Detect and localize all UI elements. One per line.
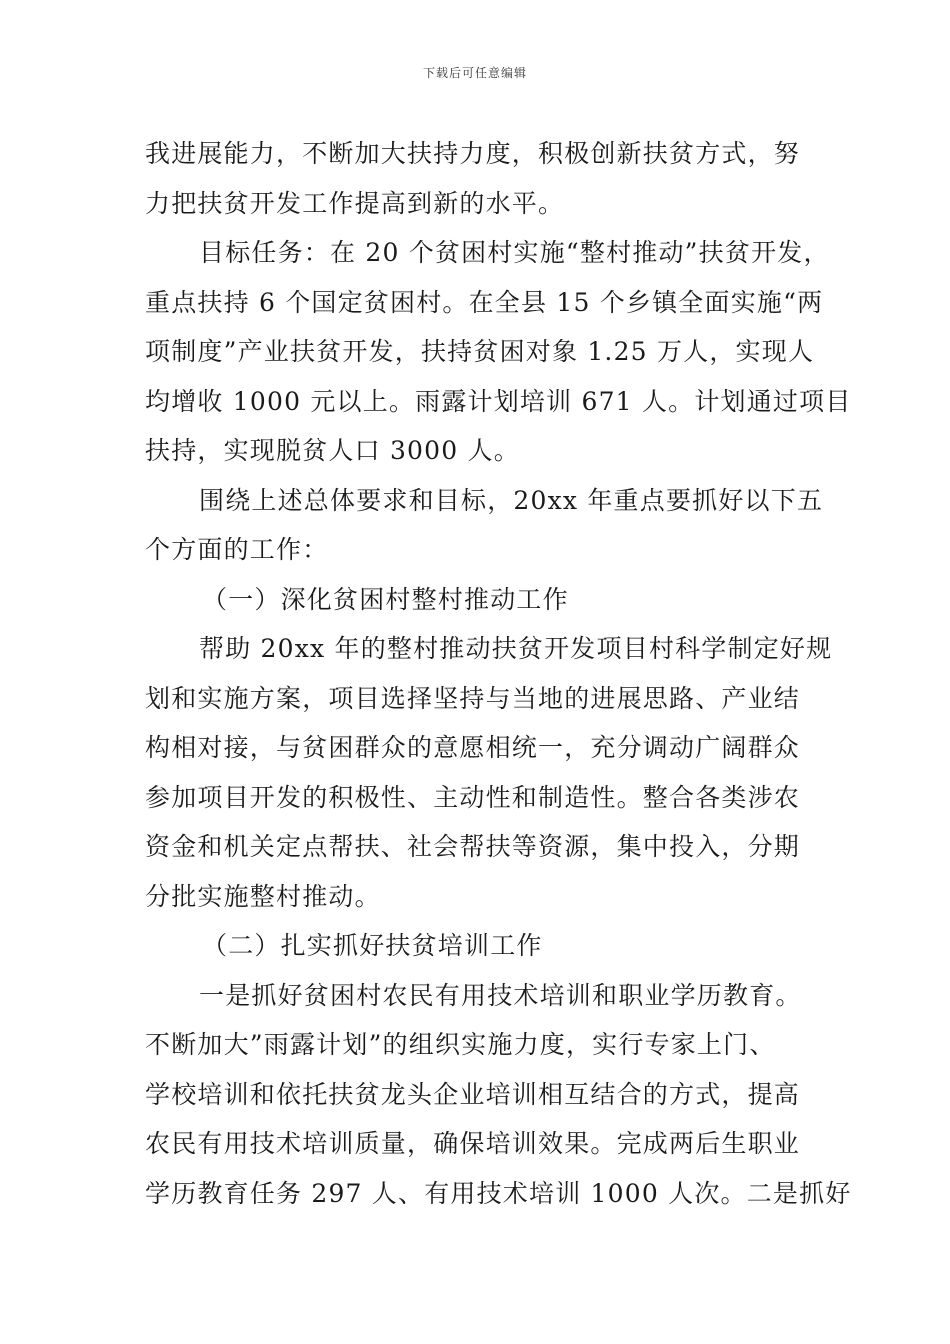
paragraph-line: 项制度”产业扶贫开发，扶持贫困对象 1.25 万人，实现人 <box>145 337 815 366</box>
paragraph-line: 资金和机关定点帮扶、社会帮扶等资源，集中投入，分期 <box>145 832 801 861</box>
paragraph-line: 力把扶贫开发工作提高到新的水平。 <box>145 188 565 218</box>
paragraph-line: 目标任务：在 20 个贫困村实施“整村推动”扶贫开发， <box>199 238 830 267</box>
paragraph-line: 参加项目开发的积极性、主动性和制造性。整合各类涉农 <box>145 782 801 812</box>
paragraph-line: 学历教育任务 297 人、有用技术培训 1000 人次。二是抓好 <box>145 1178 852 1208</box>
paragraph-line: 均增收 1000 元以上。雨露计划培训 671 人。计划通过项目 <box>145 386 852 416</box>
document-body <box>145 129 852 1218</box>
paragraph-line: 不断加大”雨露计划”的组织实施力度，实行专家上门、 <box>145 1030 776 1059</box>
section-heading: （一）深化贫困村整村推动工作 <box>202 584 569 614</box>
paragraph-line: 农民有用技术培训质量，确保培训效果。完成两后生职业 <box>145 1129 801 1158</box>
paragraph-line: 我进展能力，不断加大扶持力度，积极创新扶贫方式，努 <box>145 139 801 168</box>
paragraph-line: 重点扶持 6 个国定贫困村。在全县 15 个乡镇全面实施“两 <box>145 287 824 317</box>
page-header: 下载后可任意编辑 <box>422 66 527 80</box>
paragraph-line: 划和实施方案，项目选择坚持与当地的进展思路、产业结 <box>145 683 801 713</box>
paragraph-line: 围绕上述总体要求和目标，20xx 年重点要抓好以下五 <box>199 485 824 515</box>
paragraph-line: 帮助 20xx 年的整村推动扶贫开发项目村科学制定好规 <box>199 634 833 663</box>
paragraph-line: 学校培训和依托扶贫龙头企业培训相互结合的方式，提高 <box>145 1079 801 1109</box>
paragraph-line: 分批实施整村推动。 <box>145 881 381 911</box>
paragraph-line: 一是抓好贫困村农民有用技术培训和职业学历教育。 <box>199 980 802 1010</box>
paragraph-line: 构相对接，与贫困群众的意愿相统一，充分调动广阔群众 <box>145 733 801 762</box>
section-heading: （二）扎实抓好扶贫培训工作 <box>202 931 543 960</box>
paragraph-line: 扶持，实现脱贫人口 3000 人。 <box>145 436 520 465</box>
paragraph-line: 个方面的工作： <box>145 535 329 564</box>
